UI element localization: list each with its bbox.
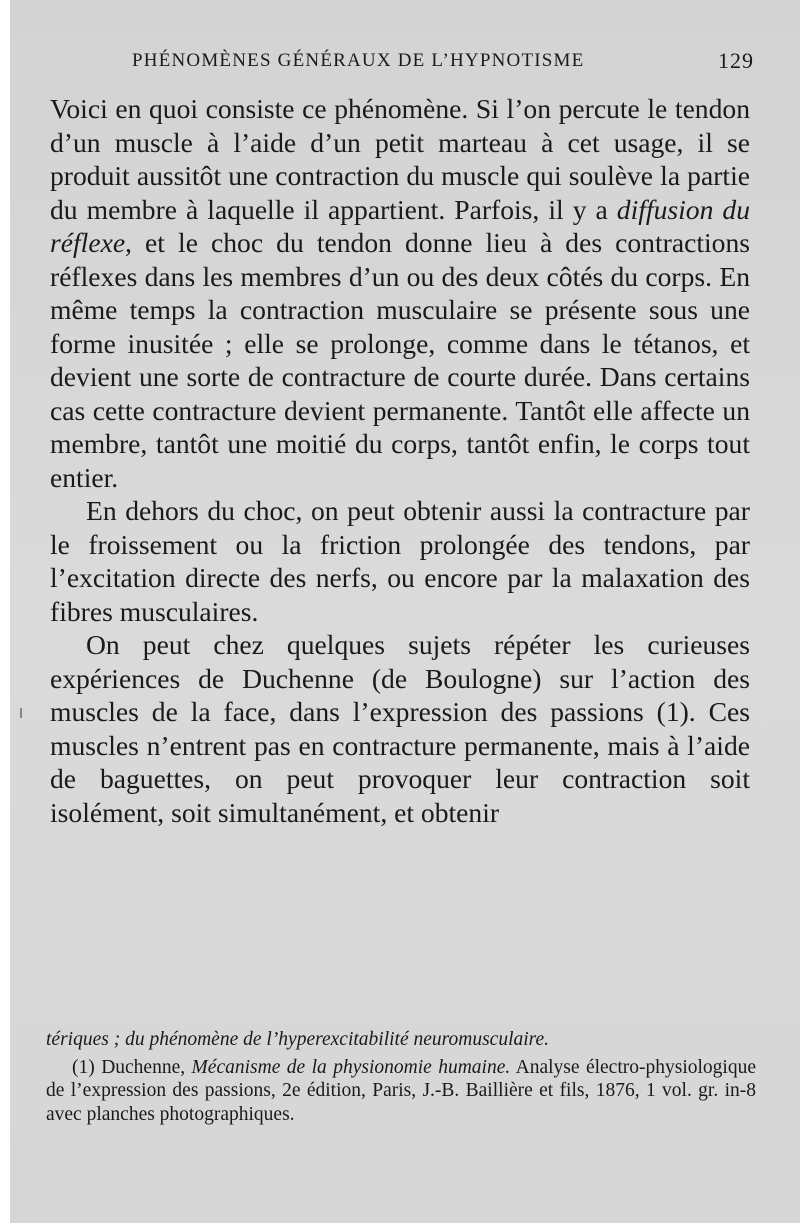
- footnote-1-marker: (1): [72, 1056, 102, 1078]
- footnote-1-author: Duchenne,: [101, 1056, 192, 1078]
- paragraph-1-part-a: Voici en quoi consiste ce phénomène. Si l’on percute le tendon d’un muscle à l’aide d’un petit marteau à cet usage, il se produit aussitôt une contraction du muscle qui soulève la partie du membre à laquelle il appartient. Parfois, il y a: [50, 93, 750, 225]
- paragraph-1: [50, 92, 750, 494]
- main-text: [50, 92, 750, 829]
- footnote-continuation: tériques ; du phénomène de l’hyperexcitabilité neuromusculaire.: [46, 1029, 550, 1050]
- running-header: [132, 46, 754, 76]
- page-number: 129: [718, 48, 754, 73]
- paragraph-2: En dehors du choc, on peut obtenir aussi la contracture par le froissement ou la friction prolongée des tendons, par l’excitation directe des nerfs, ou encore par la malaxation des fibres musculaires.: [50, 495, 750, 627]
- footnote-1: [46, 1056, 756, 1127]
- paragraph-1-part-b: et le choc du tendon donne lieu à des contractions réflexes dans les membres d’un ou des deux côtés du corps. En même temps la contraction musculaire se présente sous une forme inusitée ; elle se prolonge, comme dans le tétanos, et devient une sorte de contracture de courte durée. Dans certains cas cette contracture devient permanente. Tantôt elle affecte un membre, tantôt une moitié du corps, tantôt enfin, le corps tout entier.: [50, 227, 750, 493]
- footnote-1-title: Mécanisme de la physionomie humaine.: [191, 1056, 511, 1078]
- paragraph-3: On peut chez quelques sujets répéter les curieuses expériences de Duchenne (de Boulogne) sur l’action des muscles de la face, dans l’expression des passions (1). Ces muscles n’entrent pas en contracture permanente, mais à l’aide de baguettes, on peut provoquer leur contraction soit isolément, soit simultanément, et obtenir: [50, 629, 750, 828]
- paragraph-1-italic: diffusion du réflexe,: [50, 193, 750, 258]
- footnote-1-rest: Analyse électro-physiologique de l’expression des passions, 2e édition, Paris, J.-B. Baillière et fils, 1876, 1 vol. gr. in-8 avec planches photographiques.: [46, 1056, 756, 1125]
- running-title: PHÉNOMÈNES GÉNÉRAUX DE L’HYPNOTISME: [132, 50, 585, 71]
- footnotes: [46, 1028, 756, 1126]
- margin-mark: [20, 708, 22, 718]
- page-left-margin: [0, 0, 10, 1223]
